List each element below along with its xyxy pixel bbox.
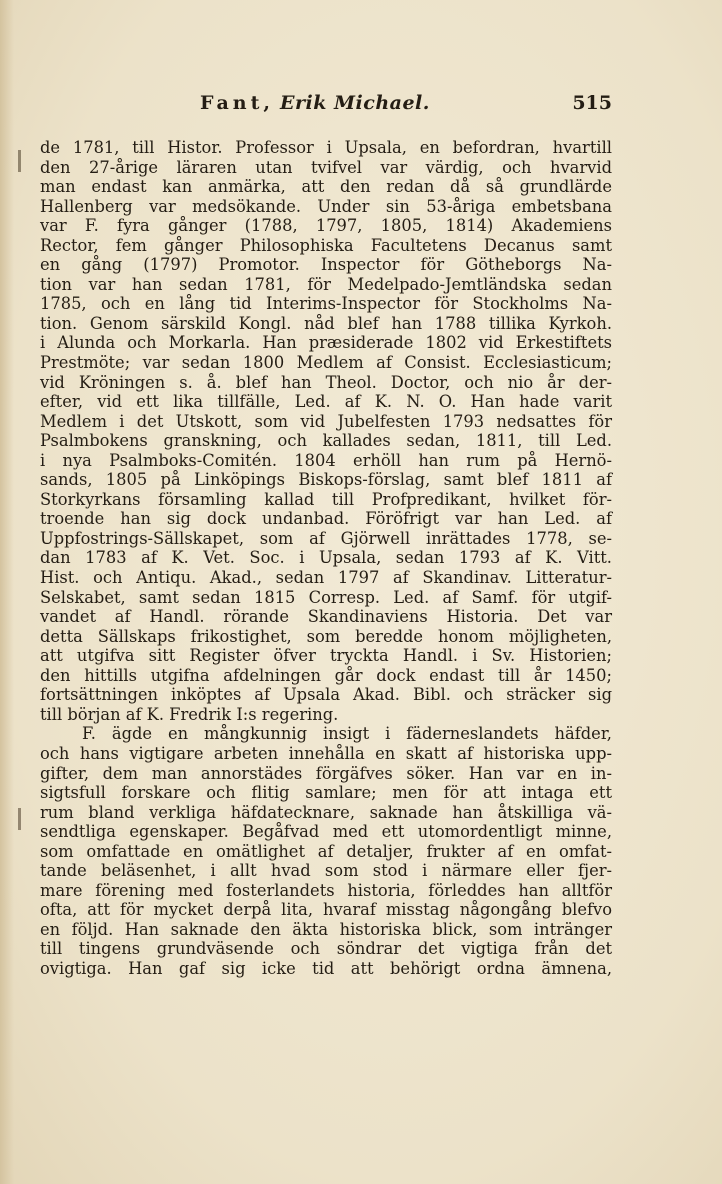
text-line: troende han sig dock undanbad. Föröfrigt var han Led. af (40, 509, 612, 529)
text-line: en gång (1797) Promotor. Inspector för Götheborgs Na- (40, 255, 612, 275)
text-line: Rector, fem gånger Philosophiska Facultetens Decanus samt (40, 235, 612, 255)
running-header (200, 92, 580, 122)
text-line: tion var han sedan 1781, för Medelpado-Jemtländska sedan (40, 274, 612, 294)
text-line: tion. Genom särskild Kongl. nåd blef han 1788 tillika Kyrkoh. (40, 313, 612, 333)
running-head-surname: Fant, (200, 92, 274, 114)
margin-mark (18, 150, 21, 172)
text-line: Hallenberg var medsökande. Under sin 53-åriga embetsbana (40, 196, 612, 216)
text-line: de 1781, till Histor. Professor i Upsala, en befordran, hvartill (40, 138, 612, 157)
text-line: som omfattade en omätlighet af detaljer, frukter af en omfat- (40, 841, 612, 861)
text-line: en följd. Han saknade den äkta historiska blick, som intränger (40, 919, 612, 939)
text-line: var F. fyra gånger (1788, 1797, 1805, 1814) Akademiens (40, 216, 612, 236)
text-line: Storkyrkans församling kallad till Profpredikant, hvilket för- (40, 489, 612, 509)
text-line: ofta, att för mycket derpå lita, hvaraf misstag någongång blefvo (40, 900, 612, 920)
text-line: den 27-årige läraren utan tvifvel var värdig, och hvarvid (40, 157, 612, 177)
text-line: att utgifva sitt Register öfver tryckta Handl. i Sv. Historien; (40, 646, 612, 666)
text-line: Uppfostrings-Sällskapet, som af Gjörwell inrättades 1778, se- (40, 528, 612, 548)
text-line: sigtsfull forskare och flitig samlare; men för att intaga ett (40, 783, 612, 803)
page-edge-shadow (0, 0, 14, 1184)
text-line: i nya Psalmboks-Comitén. 1804 erhöll han rum på Hernö- (40, 450, 612, 470)
running-head-name: Erik Michael. (280, 92, 430, 114)
text-line: 1785, och en lång tid Interims-Inspector för Stockholms Na- (40, 294, 612, 314)
text-line: Medlem i det Utskott, som vid Jubelfesten 1793 nedsattes för (40, 411, 612, 431)
text-line: dan 1783 af K. Vet. Soc. i Upsala, sedan 1793 af K. Vitt. (40, 548, 612, 568)
text-line: den hittills utgifna afdelningen går dock endast till år 1450; (40, 665, 612, 685)
text-line: fortsättningen inköptes af Upsala Akad. Bibl. och sträcker sig (40, 685, 612, 705)
text-line: och hans vigtigare arbeten innehålla en skatt af historiska upp- (40, 743, 612, 763)
text-line: F. ägde en mångkunnig insigt i fäderneslandets häfder, (82, 724, 612, 744)
text-line: man endast kan anmärka, att den redan då så grundlärde (40, 177, 612, 197)
text-line: till tingens grundväsende och söndrar det vigtiga från det (40, 939, 612, 959)
body-text (40, 138, 612, 979)
text-line: efter, vid ett lika tillfälle, Led. af K. N. O. Han hade varit (40, 392, 612, 412)
text-line: gifter, dem man annorstädes förgäfves söker. Han var en in- (40, 763, 612, 783)
text-line: mare förening med fosterlandets historia, förleddes han alltför (40, 880, 612, 900)
text-line: vid Kröningen s. å. blef han Theol. Doctor, och nio år der- (40, 372, 612, 392)
page-number: 515 (572, 92, 612, 114)
text-line: detta Sällskaps frikostighet, som beredde honom möjligheten, (40, 626, 612, 646)
text-line: ovigtiga. Han gaf sig icke tid att behörigt ordna ämnena, (40, 958, 612, 978)
text-line: i Alunda och Morkarla. Han præsiderade 1802 vid Erkestiftets (40, 333, 612, 353)
margin-mark (18, 808, 21, 830)
text-line: Hist. och Antiqu. Akad., sedan 1797 af Skandinav. Litteratur- (40, 568, 612, 588)
text-line: Prestmöte; var sedan 1800 Medlem af Consist. Ecclesiasticum; (40, 353, 612, 373)
text-line: till början af K. Fredrik I:s regering. (40, 704, 339, 724)
text-line: tande beläsenhet, i allt hvad som stod i närmare eller fjer- (40, 861, 612, 881)
text-line: sands, 1805 på Linköpings Biskops-förslag, samt blef 1811 af (40, 470, 612, 490)
text-line: rum bland verkliga häfdatecknare, saknade han åtskilliga vä- (40, 802, 612, 822)
text-line: Psalmbokens granskning, och kallades sedan, 1811, till Led. (40, 431, 612, 451)
text-line: sendtliga egenskaper. Begåfvad med ett utomordentligt minne, (40, 822, 612, 842)
text-line: vandet af Handl. rörande Skandinaviens Historia. Det var (40, 607, 612, 627)
text-line: Selskabet, samt sedan 1815 Corresp. Led. af Samf. för utgif- (40, 587, 612, 607)
